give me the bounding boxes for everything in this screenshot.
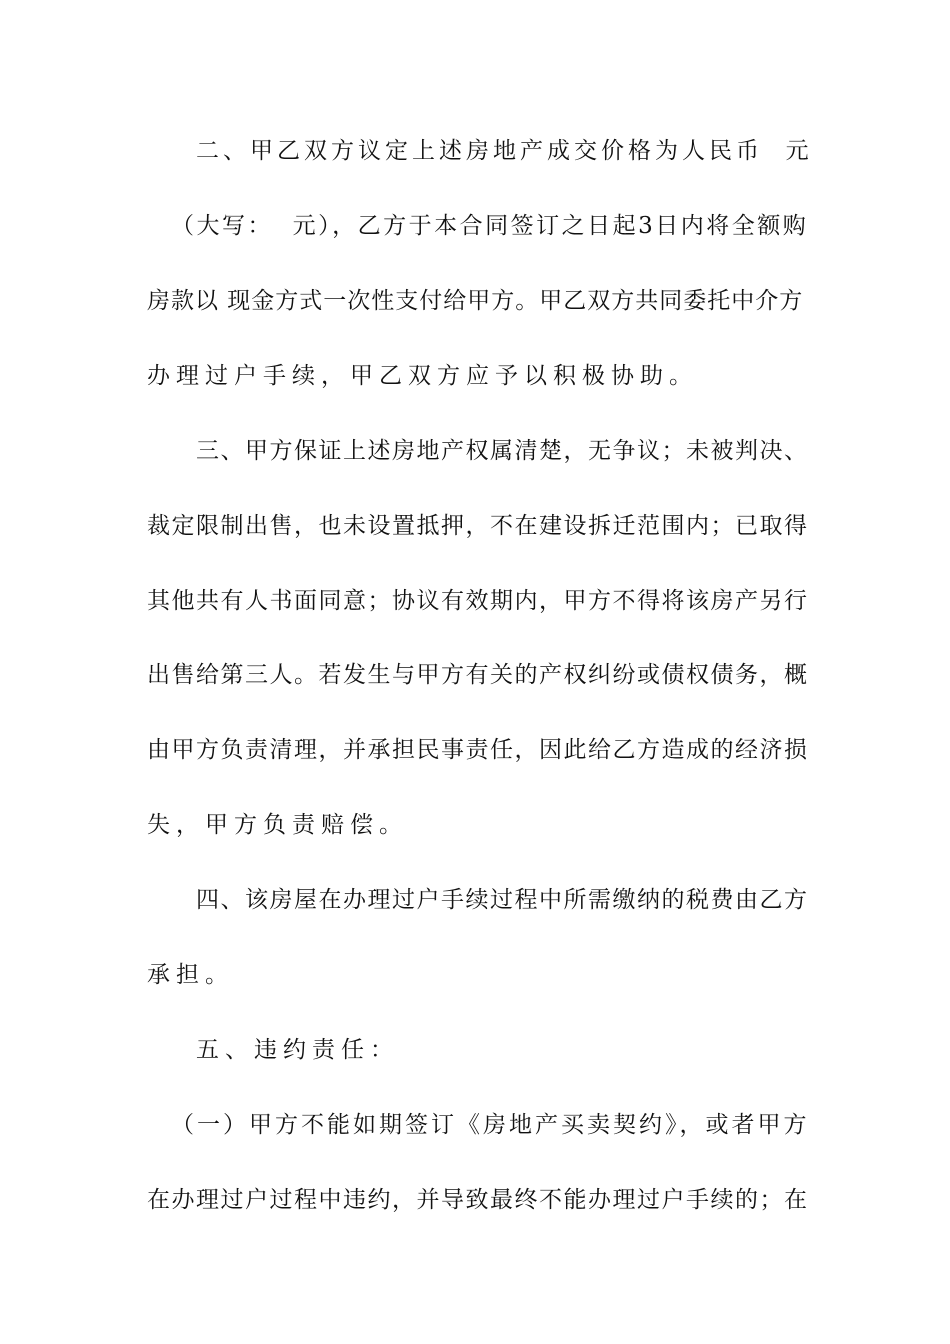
line-text: 在办理过户过程中违约，并导致最终不能办理过户手续的；在 [147,1187,809,1213]
text-line [0,1105,950,1145]
text-line [0,281,950,321]
text-line [0,506,950,546]
text-line [0,206,950,246]
text-line [0,1030,950,1070]
text-line [0,730,950,770]
line-text: 其他共有人书面同意；协议有效期内，甲方不得将该房产另行 [147,588,809,614]
line-text: 由甲方负责清理，并承担民事责任，因此给乙方造成的经济损 [147,737,809,763]
text-line [0,655,950,695]
text-line [0,131,950,171]
line-text: 四、该房屋在办理过户手续过程中所需缴纳的税费由乙方 [196,887,809,913]
text-line [0,431,950,471]
line-text: 五、违约责任： [196,1037,399,1063]
text-line [0,356,950,396]
line-text: （大写： 元），乙方于本合同签订之日起3日内将全额购 [171,213,809,239]
text-line [0,1180,950,1220]
line-text: 承担。 [147,962,234,988]
line-text: 失，甲方负责赔偿。 [147,812,408,838]
text-line [0,955,950,995]
text-line [0,880,950,920]
text-line [0,581,950,621]
text-line [0,805,950,845]
line-text: 裁定限制出售，也未设置抵押，不在建设拆迁范围内；已取得 [147,513,809,539]
line-text: 房款以 现金方式一次性支付给甲方。甲乙双方共同委托中介方 [147,288,804,314]
line-text: 三、甲方保证上述房地产权属清楚，无争议；未被判决、 [196,438,809,464]
line-text: 二、甲乙双方议定上述房地产成交价格为人民币 元 [196,138,813,164]
line-text: （一）甲方不能如期签订《房地产买卖契约》，或者甲方 [171,1112,810,1138]
line-text: 出售给第三人。若发生与甲方有关的产权纠纷或债权债务，概 [147,662,809,688]
line-text: 办理过户手续，甲乙双方应予以积极协助。 [147,363,698,389]
